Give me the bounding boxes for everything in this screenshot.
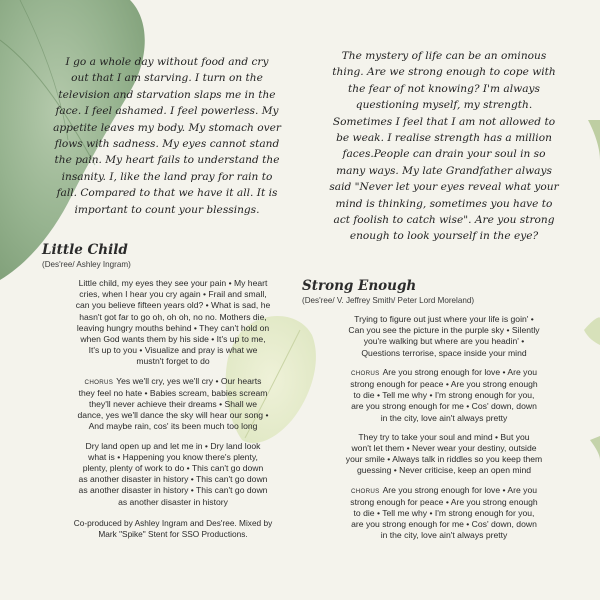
- lyric-line: cries, when I hear you cry again • Frail and small,: [79, 289, 267, 300]
- prose-line: I go a whole day without food and cry: [65, 56, 269, 68]
- prose-line: insanity. I, like the land pray for rain to: [61, 170, 273, 183]
- prose-line: Sometimes I feel that I am not allowed to: [332, 115, 556, 128]
- lyric-line: leaving hungry mouths behind • They can't hold on: [76, 322, 270, 333]
- chorus: [42, 376, 304, 433]
- prose-line: questioning myself, my strength.: [355, 99, 533, 112]
- verse-1: [42, 278, 304, 368]
- chorus-label: CHORUS: [350, 487, 380, 495]
- lyric-line: what is • Happening you know there's plenty,: [88, 451, 258, 462]
- lyric-line: [302, 367, 586, 379]
- chorus-label: CHORUS: [350, 369, 380, 377]
- left-prose-block: [28, 54, 306, 218]
- prose-line: The mystery of life can be an ominous: [341, 50, 547, 62]
- chorus-label: CHORUS: [84, 378, 114, 386]
- lyric-line: to die • Tell me why • I'm strong enough for you,: [353, 390, 535, 401]
- lyric-line: It's up to you • Visualize and pray is what we: [88, 345, 258, 356]
- song-title: Strong Enough: [302, 278, 417, 294]
- lyric-line: Questions terrorise, space inside your mind: [361, 347, 527, 358]
- prose-line: enough to look yourself in the eye?: [349, 230, 539, 243]
- prose-line: many ways. My late Grandfather always: [336, 164, 552, 177]
- lyric-line: Trying to figure out just where your life is goin' •: [354, 314, 534, 324]
- prose-line: the fear of not knowing? I'm always: [348, 82, 540, 95]
- lyric-line: are you strong enough for me • Cos' down, down: [351, 401, 537, 412]
- lyric-line: dance, yes we'll dance the sky will hear our song •: [77, 410, 269, 421]
- lyric-line: [42, 376, 304, 388]
- prose-line: fall. Compared to that we have it all. It is: [56, 187, 278, 200]
- lyric-line: are you strong enough for me • Cos' down, down: [351, 519, 537, 530]
- lyric-line: as another disaster in history • This can't go down: [78, 474, 268, 485]
- leaf-right-shape: [588, 120, 600, 160]
- lyric-line: mustn't forget to do: [136, 356, 210, 367]
- prose-line: appetite leaves my body. My stomach over: [53, 121, 281, 134]
- lyric-line: plenty, plenty of work to do • This can't go down: [82, 463, 264, 474]
- song-strong-enough: [302, 278, 586, 550]
- song-title: Little Child: [42, 242, 128, 258]
- lyric-line: Little child, my eyes they see your pain • My heart: [78, 278, 268, 288]
- prose-line: important to count your blessings.: [74, 203, 260, 216]
- lyric-line: your smile • Always talk in riddles so you keep them: [345, 454, 543, 465]
- verse-1: [302, 314, 586, 359]
- lyric-line: Can you see the picture in the purple sky • Silently: [348, 325, 540, 336]
- lyric-line: won't let them • Never wear your destiny, outside: [351, 443, 537, 454]
- leaf-right-shape: [584, 317, 600, 345]
- lyric-line: strong enough for peace • Are you strong enough: [350, 379, 538, 390]
- verse-2: [42, 441, 304, 508]
- prose-line: the pain. My heart fails to understand the: [54, 154, 280, 167]
- song-credits: (Des'ree/ V. Jeffrey Smith/ Peter Lord Moreland): [302, 296, 475, 305]
- prose-line: be weak. I realise strength has a million: [336, 132, 552, 145]
- lyric-line: [302, 485, 586, 497]
- lyric-line: strong enough for peace • Are you strong enough: [350, 496, 538, 507]
- lyric-line: Dry land open up and let me in • Dry land look: [85, 440, 261, 451]
- lyric-text: Are you strong enough for love • Are you: [382, 484, 538, 495]
- leaf-bottom-right-shape: [590, 436, 600, 460]
- lyric-line: when God wants them by his side • It's up to me,: [80, 334, 266, 345]
- lyric-line: can you believe fifteen years old? • What is sad, he: [75, 300, 271, 311]
- chorus-1: [302, 367, 586, 424]
- lyric-line: hasn't got far to go oh, oh oh, no no. Mothers die,: [79, 311, 267, 322]
- lyric-line: they'll never achieve their dreams • Shall we: [88, 399, 257, 410]
- lyric-line: as another disaster in history: [118, 496, 228, 507]
- lyric-line: And maybe rain, cos' its been much too long: [88, 421, 258, 432]
- production-credits: [42, 518, 304, 541]
- lyric-text: Are you strong enough for love • Are you: [382, 366, 538, 377]
- chorus-2: [302, 485, 586, 542]
- lyrics-body: [302, 314, 586, 542]
- lyric-line: They try to take your soul and mind • But you: [358, 431, 530, 442]
- lyric-line: in the city, love ain't always pretty: [380, 530, 508, 541]
- lyric-line: guessing • Never criticise, keep an open mind: [356, 465, 532, 476]
- lyrics-body: [42, 278, 304, 508]
- prose-line: face. I feel ashamed. I feel powerless. My: [55, 105, 279, 118]
- lyric-line: to die • Tell me why • I'm strong enough for you,: [353, 508, 535, 519]
- song-credits: (Des'ree/ Ashley Ingram): [42, 260, 131, 269]
- prose-line: television and starvation slaps me in the: [58, 88, 276, 101]
- lyric-line: they feel no hate • Babies scream, babies scream: [78, 387, 268, 398]
- production-line: Co-produced by Ashley Ingram and Des'ree. Mixed by: [73, 517, 273, 528]
- prose-line: flows with sadness. My eyes cannot stand: [54, 138, 280, 151]
- prose-line: mind is thinking, sometimes you have to: [335, 197, 553, 210]
- production-line: Mark "Spike" Stent for SSO Productions.: [98, 529, 248, 540]
- prose-line: out that I am starving. I turn on the: [71, 72, 263, 85]
- prose-line: said "Never let your eyes reveal what your: [329, 181, 559, 194]
- prose-line: thing. Are we strong enough to cope with: [332, 66, 556, 79]
- prose-line: act foolish to catch wise". Are you strong: [333, 214, 555, 227]
- lyric-line: as another disaster in history • This can't go down: [78, 485, 268, 496]
- prose-line: faces.People can drain your soul in so: [342, 148, 546, 161]
- lyric-line: in the city, love ain't always pretty: [380, 412, 508, 423]
- song-little-child: [42, 242, 304, 541]
- right-prose-block: [306, 48, 582, 245]
- lyric-text: Yes we'll cry, yes we'll cry • Our hearts: [116, 375, 262, 386]
- lyric-line: you're walking but where are you headin' •: [363, 336, 525, 347]
- verse-2: [302, 432, 586, 477]
